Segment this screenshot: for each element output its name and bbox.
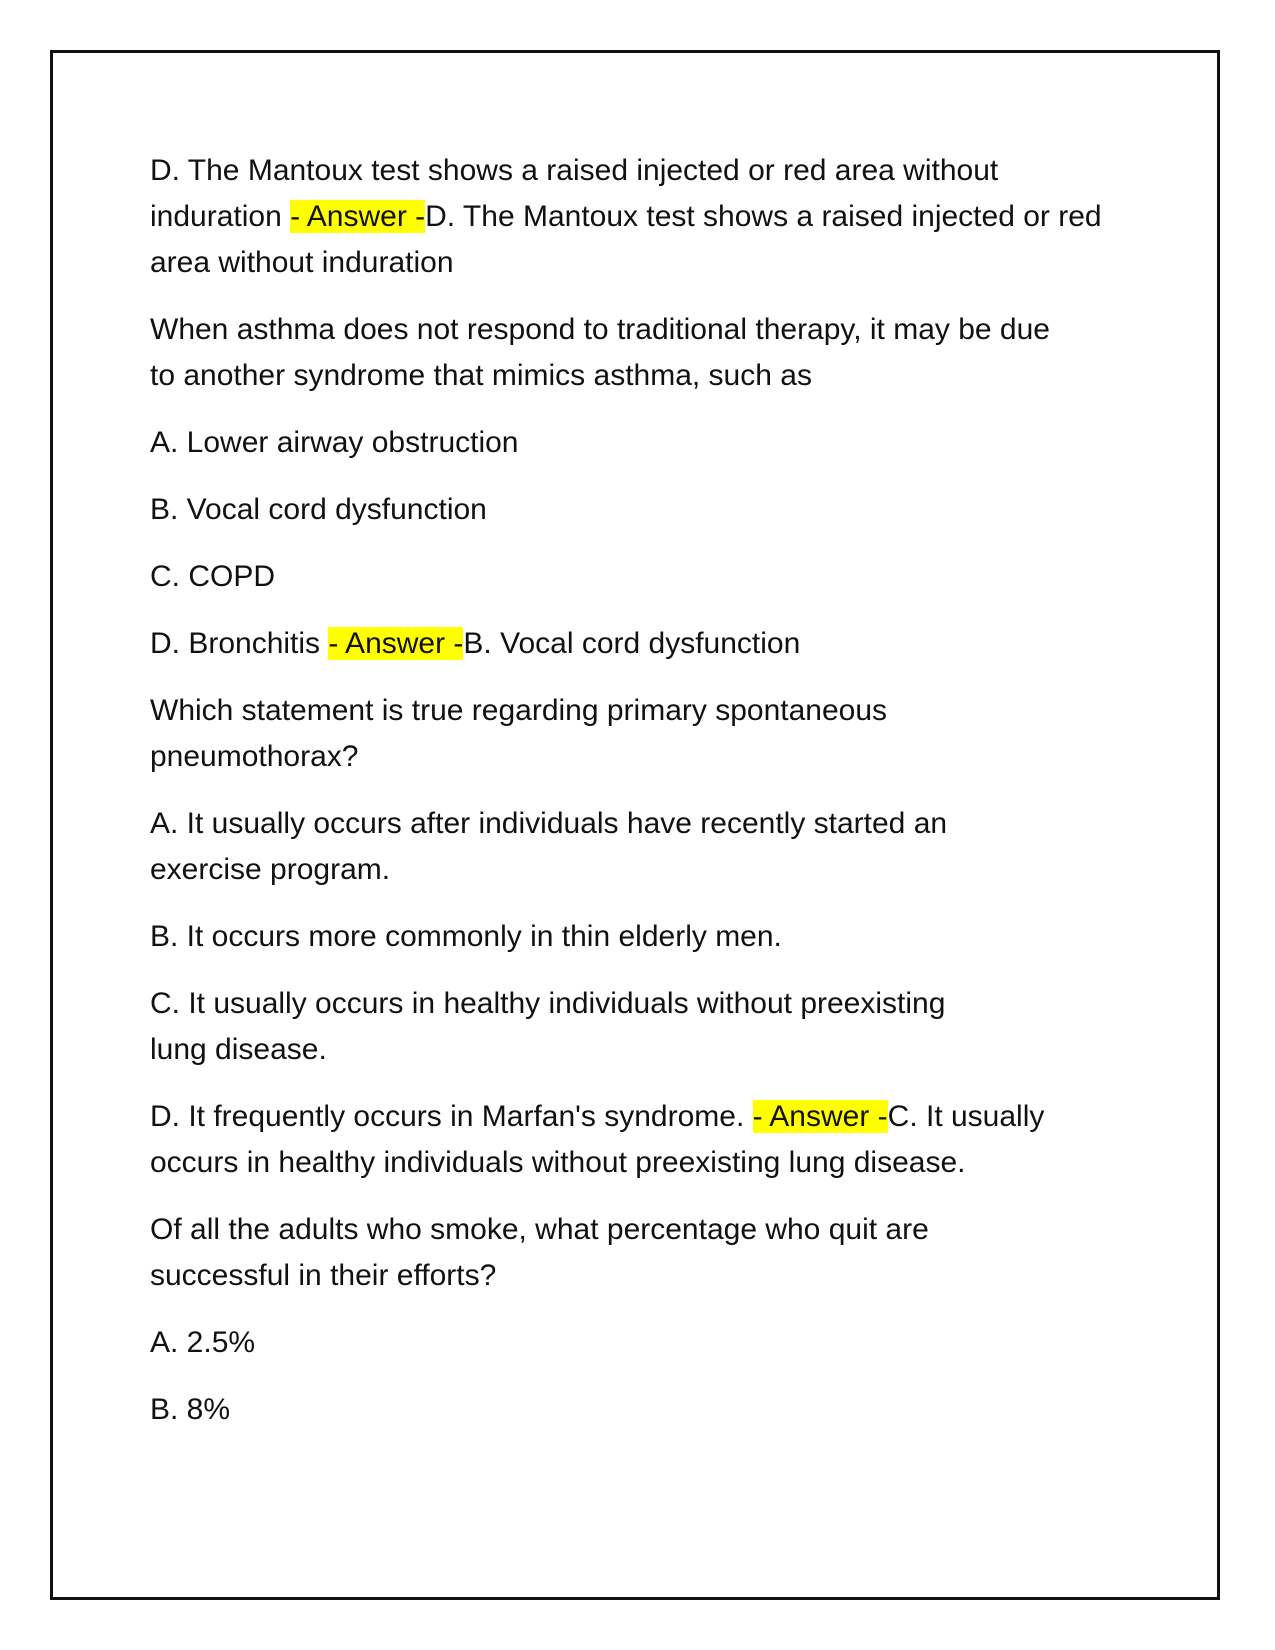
option-text: B. Vocal cord dysfunction bbox=[150, 493, 487, 526]
option-a bbox=[150, 801, 1050, 893]
answer-highlight: - Answer - bbox=[752, 1100, 888, 1133]
answer-paragraph-asthma bbox=[150, 621, 1130, 667]
question-asthma bbox=[150, 307, 1075, 399]
option-b bbox=[150, 1387, 1130, 1433]
option-text: B. It occurs more commonly in thin elderly men. bbox=[150, 920, 782, 953]
answer-text: C. It usually occurs in healthy individuals without preexisting lung disease. bbox=[150, 1100, 1045, 1179]
paragraph-text: D. The Mantoux test shows a raised injected or red area without induration bbox=[150, 154, 999, 233]
answer-text: D. The Mantoux test shows a raised injected or red area without induration bbox=[150, 200, 1102, 279]
option-a bbox=[150, 420, 1130, 466]
option-text: A. Lower airway obstruction bbox=[150, 426, 519, 459]
option-a bbox=[150, 1320, 1130, 1366]
option-text: D. Bronchitis bbox=[150, 627, 329, 660]
option-c bbox=[150, 554, 1130, 600]
option-b bbox=[150, 914, 1130, 960]
answer-paragraph-pneumothorax bbox=[150, 1094, 1050, 1186]
answer-highlight: - Answer - bbox=[328, 627, 464, 660]
question-text: Which statement is true regarding primary spontaneous pneumothorax? bbox=[150, 694, 888, 773]
question-pneumothorax bbox=[150, 688, 890, 780]
answer-text: B. Vocal cord dysfunction bbox=[463, 627, 801, 660]
answer-highlight: - Answer - bbox=[290, 200, 426, 233]
answer-paragraph-mantoux bbox=[150, 148, 1130, 286]
option-b bbox=[150, 487, 1130, 533]
option-text: D. It frequently occurs in Marfan's syndrome. bbox=[150, 1100, 753, 1133]
option-c bbox=[150, 981, 1010, 1073]
question-smoking bbox=[150, 1207, 1070, 1299]
question-text: Of all the adults who smoke, what percentage who quit are successful in their efforts? bbox=[150, 1213, 929, 1292]
document-body bbox=[150, 148, 1130, 1454]
option-text: B. 8% bbox=[150, 1393, 231, 1426]
option-text: A. 2.5% bbox=[150, 1326, 256, 1359]
option-text: A. It usually occurs after individuals have recently started an exercise program. bbox=[150, 807, 948, 886]
question-text: When asthma does not respond to traditional therapy, it may be due to another syndrome that mimics asthma, such as bbox=[150, 313, 1050, 392]
option-text: C. COPD bbox=[150, 560, 276, 593]
option-text: C. It usually occurs in healthy individuals without preexisting lung disease. bbox=[150, 987, 946, 1066]
